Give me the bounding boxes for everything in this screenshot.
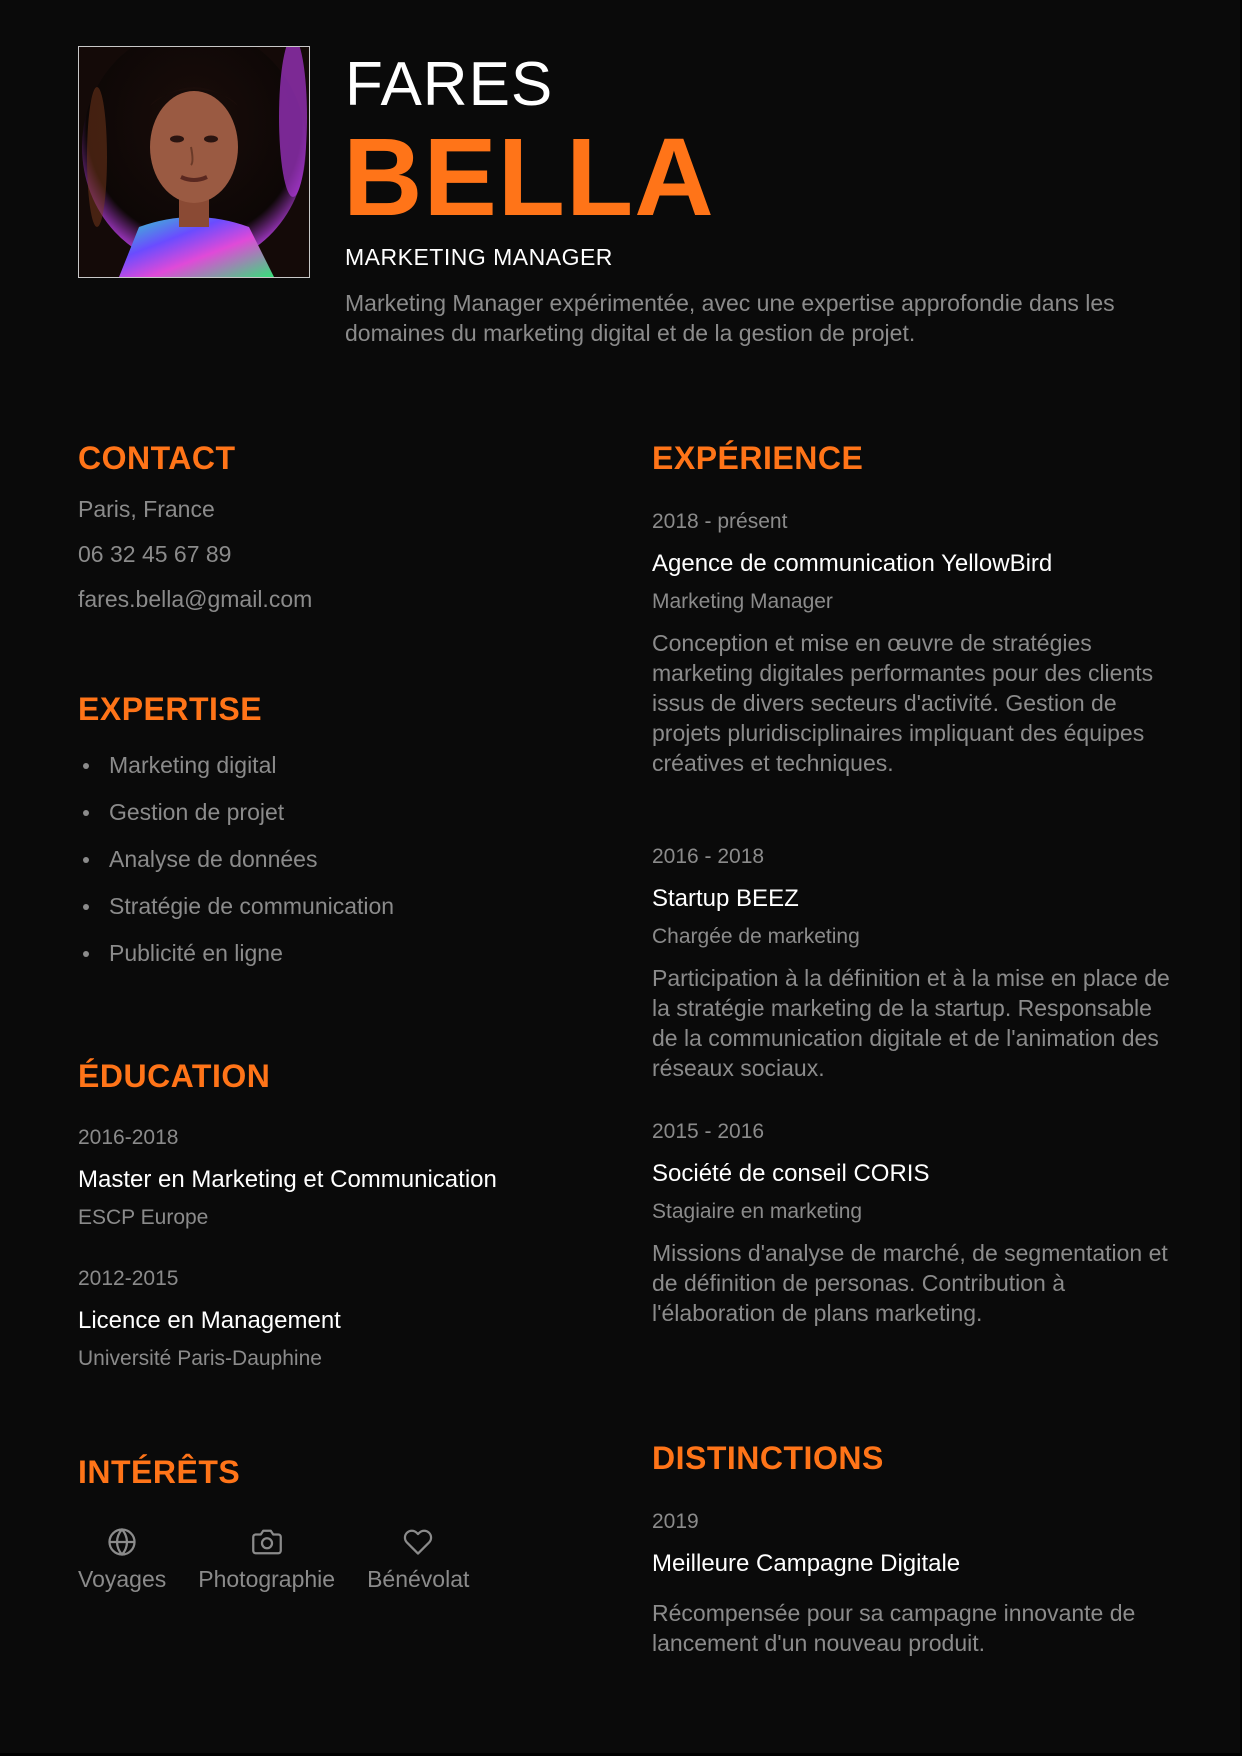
distinction-year: 2019: [652, 1510, 699, 1533]
education-degree: Master en Marketing et Communication: [78, 1166, 497, 1193]
experience-company: Startup BEEZ: [652, 885, 799, 912]
interests-heading: INTÉRÊTS: [78, 1454, 241, 1490]
contact-phone[interactable]: 06 32 45 67 89: [78, 541, 232, 567]
contact-email[interactable]: fares.bella@gmail.com: [78, 586, 313, 612]
list-item: [78, 940, 394, 987]
contact-location: Paris, France: [78, 496, 215, 522]
education-entry: [78, 1267, 341, 1371]
job-title: MARKETING MANAGER: [345, 244, 613, 270]
bullet-icon: [83, 904, 89, 910]
experience-company: Société de conseil CORIS: [652, 1160, 930, 1187]
interest-item: [198, 1524, 335, 1593]
interest-item: [78, 1524, 166, 1593]
interest-item: [367, 1524, 469, 1593]
profile-summary: Marketing Manager expérimentée, avec une expertise approfondie dans les domaines du marketing digital et de la gestion de projet.: [345, 290, 1115, 346]
experience-role: Chargée de marketing: [652, 925, 860, 948]
first-name: FARES: [345, 50, 554, 119]
education-dates: 2016-2018: [78, 1126, 179, 1149]
experience-description: Conception et mise en œuvre de stratégies marketing digitales performantes pour des clients issus de divers secteurs d'activité. Gestion de projets pluridisciplinaires impliquant des équipes créatives et techniques.: [652, 630, 1154, 776]
education-dates: 2012-2015: [78, 1267, 179, 1290]
experience-heading: EXPÉRIENCE: [652, 440, 864, 476]
experience-role: Stagiaire en marketing: [652, 1200, 863, 1223]
distinction-entry: [652, 1510, 1172, 1658]
bullet-icon: [83, 857, 89, 863]
interests-list: [78, 1524, 469, 1593]
experience-dates: 2018 - présent: [652, 510, 788, 533]
bullet-icon: [83, 951, 89, 957]
experience-role: Marketing Manager: [652, 590, 833, 613]
list-item: [78, 799, 394, 846]
bullet-icon: [83, 810, 89, 816]
experience-entry: [652, 510, 1172, 778]
education-school: Université Paris-Dauphine: [78, 1347, 322, 1370]
experience-company: Agence de communication YellowBird: [652, 550, 1053, 577]
profile-photo: [78, 46, 310, 278]
distinction-title: Meilleure Campagne Digitale: [652, 1550, 961, 1577]
contact-heading: CONTACT: [78, 440, 236, 476]
interest-label: Voyages: [78, 1566, 167, 1592]
education-degree: Licence en Management: [78, 1307, 341, 1334]
education-heading: ÉDUCATION: [78, 1058, 271, 1094]
experience-description: Participation à la définition et à la mise en place de la stratégie marketing de la startup. Responsable de la communication digitale et de l'animation des réseaux sociaux.: [652, 965, 1170, 1081]
bullet-icon: [83, 763, 89, 769]
expertise-item: Analyse de données: [109, 846, 318, 872]
last-name: BELLA: [343, 116, 715, 239]
education-school: ESCP Europe: [78, 1206, 209, 1229]
expertise-item: Gestion de projet: [109, 799, 285, 825]
distinction-description: Récompensée pour sa campagne innovante de lancement d'un nouveau produit.: [652, 1600, 1136, 1656]
globe-icon: [78, 1524, 166, 1560]
expertise-item: Publicité en ligne: [109, 940, 283, 966]
list-item: [78, 846, 394, 893]
camera-icon: [198, 1524, 335, 1560]
heart-icon: [367, 1524, 469, 1560]
experience-dates: 2016 - 2018: [652, 845, 765, 868]
expertise-item: Marketing digital: [109, 752, 277, 778]
education-entry: [78, 1126, 497, 1230]
experience-entry: [652, 845, 1172, 1083]
interest-label: Bénévolat: [367, 1566, 470, 1592]
experience-entry: [652, 1120, 1172, 1328]
expertise-list: [78, 752, 394, 987]
list-item: [78, 752, 394, 799]
expertise-item: Stratégie de communication: [109, 893, 395, 919]
experience-description: Missions d'analyse de marché, de segmentation et de définition de personas. Contribution à l'élaboration de plans marketing.: [652, 1240, 1168, 1326]
list-item: [78, 893, 394, 940]
experience-dates: 2015 - 2016: [652, 1120, 765, 1143]
expertise-heading: EXPERTISE: [78, 691, 263, 727]
interest-label: Photographie: [198, 1566, 336, 1592]
distinctions-heading: DISTINCTIONS: [652, 1440, 884, 1476]
